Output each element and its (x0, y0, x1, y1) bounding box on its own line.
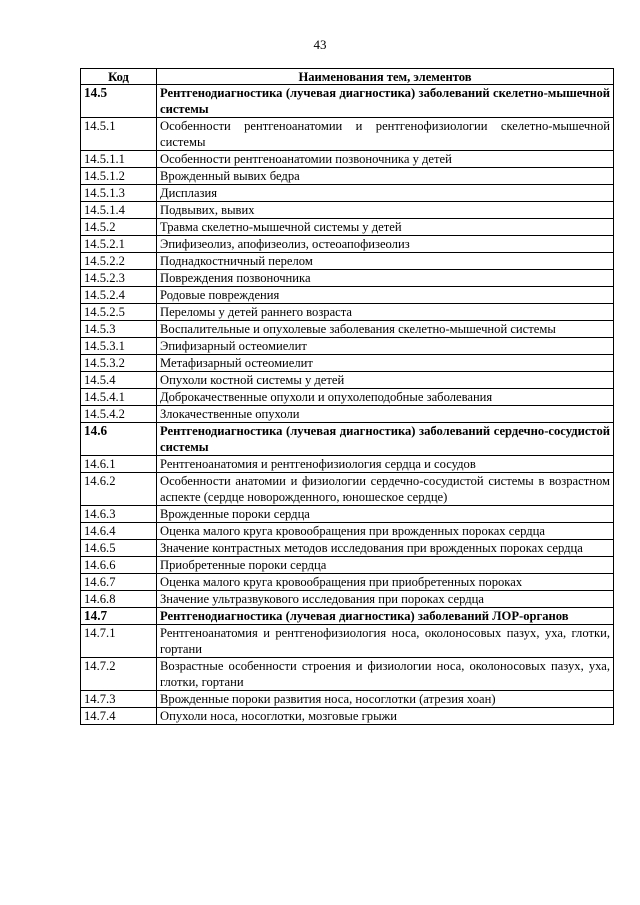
topic-code: 14.5.1 (81, 118, 157, 151)
table-row (81, 253, 614, 270)
section-row (81, 423, 614, 456)
topic-code: 14.5.4.1 (81, 389, 157, 406)
topic-name: Травма скелетно-мышечной системы у детей (157, 219, 614, 236)
topic-code: 14.5.3.1 (81, 338, 157, 355)
topic-name: Злокачественные опухоли (157, 406, 614, 423)
table-row (81, 355, 614, 372)
topic-name: Повреждения позвоночника (157, 270, 614, 287)
topic-name: Рентгеноанатомия и рентгенофизиология сердца и сосудов (157, 456, 614, 473)
table-row (81, 557, 614, 574)
topic-name: Рентгеноанатомия и рентгенофизиология носа, околоносовых пазух, уха, глотки, гортани (157, 625, 614, 658)
topic-name: Значение ультразвукового исследования при пороках сердца (157, 591, 614, 608)
topic-name: Воспалительные и опухолевые заболевания скелетно-мышечной системы (157, 321, 614, 338)
topics-table (80, 68, 614, 725)
topic-code: 14.5.4 (81, 372, 157, 389)
topic-name: Оценка малого круга кровообращения при приобретенных пороках (157, 574, 614, 591)
topic-name: Переломы у детей раннего возраста (157, 304, 614, 321)
section-row (81, 85, 614, 118)
header-name: Наименования тем, элементов (157, 69, 614, 85)
page-number: 43 (313, 37, 327, 52)
topic-code: 14.5.2.1 (81, 236, 157, 253)
topic-name: Подвывих, вывих (157, 202, 614, 219)
topic-name: Доброкачественные опухоли и опухолеподобные заболевания (157, 389, 614, 406)
topic-name: Эпифизеолиз, апофизеолиз, остеоапофизеолиз (157, 236, 614, 253)
table-header-row (81, 69, 614, 85)
table-row (81, 236, 614, 253)
table-row (81, 168, 614, 185)
table-row (81, 287, 614, 304)
topic-code: 14.5.2.5 (81, 304, 157, 321)
topic-code: 14.5.1.3 (81, 185, 157, 202)
topic-name: Дисплазия (157, 185, 614, 202)
table-row (81, 202, 614, 219)
topic-name: Возрастные особенности строения и физиологии носа, околоносовых пазух, уха, глотки, гортани (157, 658, 614, 691)
topic-code: 14.5.2 (81, 219, 157, 236)
table-row (81, 540, 614, 557)
table-row (81, 321, 614, 338)
topic-code: 14.6.7 (81, 574, 157, 591)
topic-code: 14.6.5 (81, 540, 157, 557)
table-row (81, 389, 614, 406)
topic-code: 14.6.8 (81, 591, 157, 608)
topic-code: 14.7.2 (81, 658, 157, 691)
topic-code: 14.6.6 (81, 557, 157, 574)
table-row (81, 151, 614, 168)
table-row (81, 574, 614, 591)
topic-name: Особенности рентгеноанатомии и рентгенофизиологии скелетно-мышечной системы (157, 118, 614, 151)
table-row (81, 658, 614, 691)
topic-name: Рентгенодиагностика (лучевая диагностика) заболеваний сердечно-сосудистой системы (157, 423, 614, 456)
topic-code: 14.7.1 (81, 625, 157, 658)
topic-name: Оценка малого круга кровообращения при врожденных пороках сердца (157, 523, 614, 540)
table-row (81, 118, 614, 151)
topic-code: 14.6 (81, 423, 157, 456)
topic-code: 14.6.2 (81, 473, 157, 506)
topic-code: 14.5.2.4 (81, 287, 157, 304)
table-row (81, 270, 614, 287)
table-body (81, 85, 614, 725)
topic-name: Эпифизарный остеомиелит (157, 338, 614, 355)
topic-name: Приобретенные пороки сердца (157, 557, 614, 574)
topic-name: Значение контрастных методов исследования при врожденных пороках сердца (157, 540, 614, 557)
table-row (81, 456, 614, 473)
topic-name: Метафизарный остеомиелит (157, 355, 614, 372)
topic-code: 14.5.3.2 (81, 355, 157, 372)
topic-code: 14.5.3 (81, 321, 157, 338)
table-row (81, 372, 614, 389)
table-row (81, 708, 614, 725)
header-code: Код (81, 69, 157, 85)
topic-name: Особенности анатомии и физиологии сердечно-сосудистой системы в возрастном аспекте (сердце новорожденного, юношеское сердце) (157, 473, 614, 506)
topic-name: Врожденные пороки сердца (157, 506, 614, 523)
table-row (81, 219, 614, 236)
topic-code: 14.6.4 (81, 523, 157, 540)
topic-code: 14.5.1.1 (81, 151, 157, 168)
table-row (81, 591, 614, 608)
topic-code: 14.7.3 (81, 691, 157, 708)
table-row (81, 185, 614, 202)
table-row (81, 473, 614, 506)
topic-code: 14.5.4.2 (81, 406, 157, 423)
topic-name: Врожденные пороки развития носа, носоглотки (атрезия хоан) (157, 691, 614, 708)
topic-code: 14.7 (81, 608, 157, 625)
topic-name: Родовые повреждения (157, 287, 614, 304)
topic-code: 14.7.4 (81, 708, 157, 725)
topic-code: 14.6.1 (81, 456, 157, 473)
table-row (81, 523, 614, 540)
topic-name: Рентгенодиагностика (лучевая диагностика) заболеваний скелетно-мышечной системы (157, 85, 614, 118)
topic-code: 14.5.2.2 (81, 253, 157, 270)
section-row (81, 608, 614, 625)
topic-code: 14.5.1.2 (81, 168, 157, 185)
table-row (81, 506, 614, 523)
topic-name: Рентгенодиагностика (лучевая диагностика) заболеваний ЛОР-органов (157, 608, 614, 625)
table-row (81, 691, 614, 708)
topic-name: Поднадкостничный перелом (157, 253, 614, 270)
topic-code: 14.6.3 (81, 506, 157, 523)
topic-code: 14.5.2.3 (81, 270, 157, 287)
topic-name: Опухоли носа, носоглотки, мозговые грыжи (157, 708, 614, 725)
topic-name: Опухоли костной системы у детей (157, 372, 614, 389)
table-row (81, 304, 614, 321)
topic-name: Врожденный вывих бедра (157, 168, 614, 185)
topic-name: Особенности рентгеноанатомии позвоночника у детей (157, 151, 614, 168)
table-row (81, 406, 614, 423)
table-row (81, 625, 614, 658)
table-row (81, 338, 614, 355)
topic-code: 14.5 (81, 85, 157, 118)
topic-code: 14.5.1.4 (81, 202, 157, 219)
